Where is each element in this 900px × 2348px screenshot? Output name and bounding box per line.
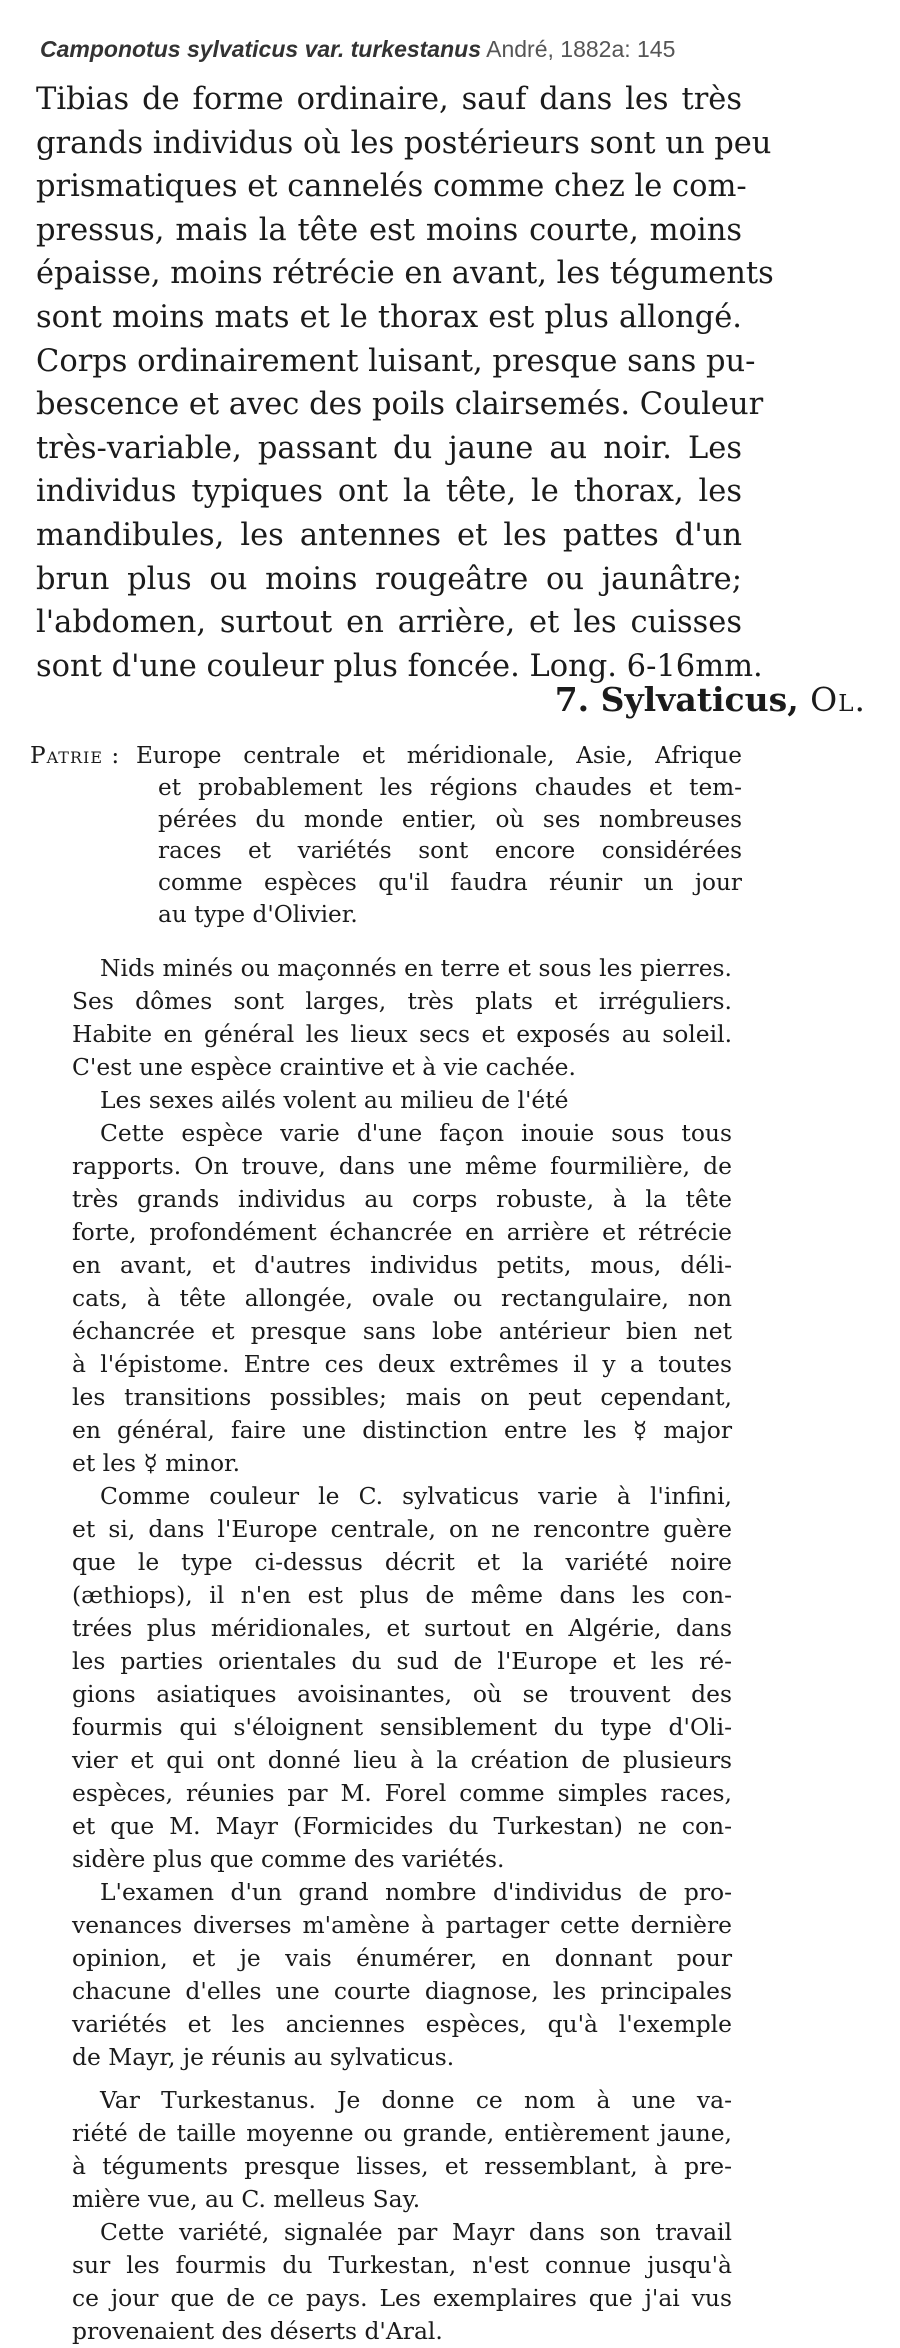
text-line: de Mayr, je réunis au sylvaticus. (72, 2043, 455, 2071)
text-line: Ses dômes sont larges, très plats et irréguliers. (72, 987, 732, 1015)
body-text (72, 952, 732, 2348)
text-line: opinion, et je vais énumérer, en donnant pour (72, 1944, 732, 1972)
text-line: chacune d'elles une courte diagnose, les principales (72, 1977, 732, 2005)
text-line: variétés et les anciennes espèces, qu'à l'exemple (72, 2010, 732, 2038)
text-line: Var Turkestanus. Je donne ce nom à une va- (100, 2086, 732, 2114)
text-line: C'est une espèce craintive et à vie cachée. (72, 1053, 576, 1081)
text-line: gions asiatiques avoisinantes, où se trouvent des (72, 1680, 732, 1708)
text-line: trées plus méridionales, et surtout en Algérie, dans (72, 1614, 732, 1642)
text-line: Corps ordinairement luisant, presque sans pu- (36, 343, 756, 379)
text-line: rapports. On trouve, dans une même fourmilière, de (72, 1152, 732, 1180)
text-line: vier et qui ont donné lieu à la création de plusieurs (72, 1746, 732, 1774)
text-line: Les sexes ailés volent au milieu de l'été (100, 1086, 569, 1114)
text-line: à l'épistome. Entre ces deux extrêmes il y a toutes (72, 1350, 732, 1378)
text-line: (æthiops), il n'en est plus de même dans les con- (72, 1581, 732, 1609)
text-line: les parties orientales du sud de l'Europe et les ré- (72, 1647, 732, 1675)
text-line: L'examen d'un grand nombre d'individus de pro- (100, 1878, 732, 1906)
text-line: et si, dans l'Europe centrale, on ne rencontre guère (72, 1515, 732, 1543)
distribution-paragraph (30, 740, 740, 931)
text-line: Europe centrale et méridionale, Asie, Afrique (136, 742, 742, 769)
text-line: Comme couleur le C. sylvaticus varie à l'infini, (100, 1482, 732, 1510)
text-line: échancrée et presque sans lobe antérieur bien net (72, 1317, 732, 1345)
text-line: au type d'Olivier. (158, 900, 358, 928)
text-line: les transitions possibles; mais on peut cependant, (72, 1383, 732, 1411)
text-line: pérées du monde entier, où ses nombreuses (158, 805, 742, 833)
text-line: très-variable, passant du jaune au noir. Les (36, 430, 742, 466)
text-line: prismatiques et cannelés comme chez le com- (36, 169, 747, 205)
text-line: bescence et avec des poils clairsemés. Couleur (36, 387, 764, 423)
text-line: ce jour que de ce pays. Les exemplaires que j'ai vus (72, 2284, 732, 2312)
species-author: Ol. (810, 680, 866, 719)
text-line: Nids minés ou maçonnés en terre et sous les pierres. (100, 954, 732, 982)
text-line: très grands individus au corps robuste, à la tête (72, 1185, 732, 1213)
text-line: brun plus ou moins rougeâtre ou jaunâtre; (36, 561, 742, 597)
text-line: individus typiques ont la tête, le thorax, les (36, 474, 742, 510)
text-line: que le type ci-dessus décrit et la variété noire (72, 1548, 732, 1576)
text-line: Tibias de forme ordinaire, sauf dans les très (36, 82, 742, 117)
text-line: et probablement les régions chaudes et tem- (158, 773, 742, 801)
text-line: riété de taille moyenne ou grande, entièrement jaune, (72, 2119, 732, 2147)
taxon-name: Camponotus sylvaticus var. turkestanus (40, 36, 481, 62)
text-line: en avant, et d'autres individus petits, mous, déli- (72, 1251, 732, 1279)
text-line: provenaient des déserts d'Aral. (72, 2317, 443, 2345)
text-line: mière vue, au C. melleus Say. (72, 2185, 421, 2213)
species-name: Sylvaticus (600, 680, 788, 719)
text-line: races et variétés sont encore considérées (158, 837, 742, 865)
text-line: sidère plus que comme des variétés. (72, 1845, 505, 1873)
text-line: venances diverses m'amène à partager cette dernière (72, 1911, 732, 1939)
text-line: et les ☿ minor. (72, 1449, 241, 1477)
text-line: fourmis qui s'éloignent sensiblement du type d'Oli- (72, 1713, 732, 1741)
text-line: sur les fourmis du Turkestan, n'est connue jusqu'à (72, 2251, 732, 2279)
text-line: Habite en général les lieux secs et exposés au soleil. (72, 1020, 732, 1048)
text-line: à téguments presque lisses, et ressemblant, à pre- (72, 2152, 732, 2180)
text-line: pressus, mais la tête est moins courte, moins (36, 212, 742, 248)
text-line: forte, profondément échancrée en arrière et rétrécie (72, 1218, 732, 1246)
text-line: Cette espèce varie d'une façon inouie sous tous (100, 1119, 732, 1147)
species-heading: 7. Sylvaticus, Ol. (554, 680, 866, 719)
text-line: Cette variété, signalée par Mayr dans son travail (100, 2218, 732, 2246)
text-line: en général, faire une distinction entre les ☿ major (72, 1416, 732, 1444)
text-line: mandibules, les antennes et les pattes d'un (36, 517, 742, 553)
citation-header (40, 36, 675, 63)
text-line: espèces, réunies par M. Forel comme simples races, (72, 1779, 732, 1807)
text-line: grands individus où les postérieurs sont un peu (36, 125, 772, 161)
text-line: sont d'une couleur plus foncée. Long. 6-16mm. (36, 648, 763, 684)
text-line: l'abdomen, surtout en arrière, et les cuisses (36, 605, 742, 641)
description-paragraph (36, 78, 774, 688)
species-number: 7. (554, 680, 590, 719)
text-line: cats, à tête allongée, ovale ou rectangulaire, non (72, 1284, 732, 1312)
text-line: comme espèces qu'il faudra réunir un jour (158, 869, 742, 897)
text-line: sont moins mats et le thorax est plus allongé. (36, 299, 742, 335)
text-line: et que M. Mayr (Formicides du Turkestan) ne con- (72, 1812, 732, 1840)
patrie-label: Patrie : (30, 742, 121, 769)
text-line: épaisse, moins rétrécie en avant, les téguments (36, 256, 774, 292)
citation-reference: André, 1882a: 145 (486, 36, 676, 62)
